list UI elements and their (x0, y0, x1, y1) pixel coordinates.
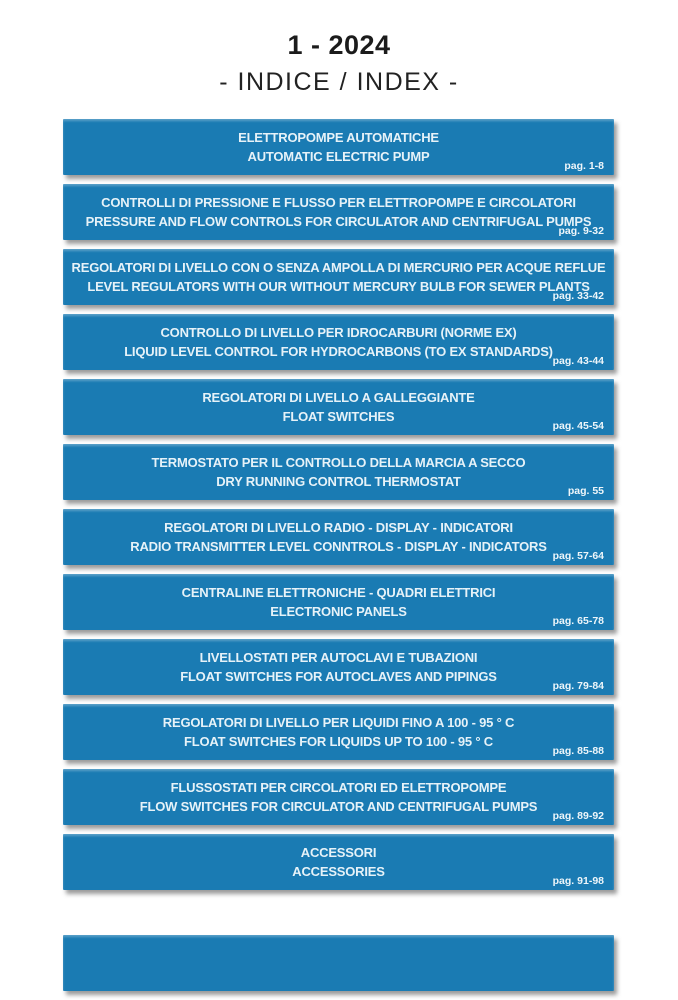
index-bar[interactable] (63, 184, 614, 240)
bar-title-it: ACCESSORI (300, 845, 377, 860)
index-bar[interactable] (63, 314, 614, 370)
bar-page-range: pag. 85-88 (552, 745, 604, 757)
bar-title-it: REGOLATORI DI LIVELLO PER LIQUIDI FINO A 100 - 95 ° C (162, 715, 515, 730)
bar-page-range: pag. 1-8 (564, 160, 604, 172)
index-list (63, 119, 614, 1000)
bar-page-range: pag. 55 (567, 485, 604, 497)
bar-title-en: DRY RUNNING CONTROL THERMOSTAT (216, 474, 461, 489)
bar-title-en: LIQUID LEVEL CONTROL FOR HYDROCARBONS (TO EX STANDARDS) (124, 344, 553, 359)
bar-page-range: pag. 91-98 (552, 875, 604, 887)
next-page-bar-partial[interactable] (63, 935, 614, 991)
index-bar[interactable] (63, 574, 614, 630)
page-header (0, 30, 678, 97)
bar-page-range: pag. 57-64 (552, 550, 604, 562)
bar-title-it: LIVELLOSTATI PER AUTOCLAVI E TUBAZIONI (199, 650, 478, 665)
page-title: 1 - 2024 (287, 30, 391, 60)
index-bar[interactable] (63, 509, 614, 565)
index-bar[interactable] (63, 639, 614, 695)
bar-title-en: FLOAT SWITCHES FOR AUTOCLAVES AND PIPINGS (180, 669, 497, 684)
index-bar[interactable] (63, 119, 614, 175)
index-bar[interactable] (63, 834, 614, 890)
bar-page-range: pag. 65-78 (552, 615, 604, 627)
bar-title-it: CONTROLLO DI LIVELLO PER IDROCARBURI (NORME EX) (160, 325, 517, 340)
bar-title-en: LEVEL REGULATORS WITH OUR WITHOUT MERCURY BULB FOR SEWER PLANTS (87, 279, 590, 294)
index-bar[interactable] (63, 379, 614, 435)
bar-page-range: pag. 89-92 (552, 810, 604, 822)
index-bar[interactable] (63, 769, 614, 825)
bar-title-en: AUTOMATIC ELECTRIC PUMP (247, 149, 430, 164)
bar-title-it: ELETTROPOMPE AUTOMATICHE (238, 130, 439, 145)
bar-page-range: pag. 9-32 (558, 225, 604, 237)
bar-title-it: REGOLATORI DI LIVELLO CON O SENZA AMPOLLA DI MERCURIO PER ACQUE REFLUE (71, 260, 606, 275)
bar-title-en: ELECTRONIC PANELS (270, 604, 407, 619)
index-bar[interactable] (63, 704, 614, 760)
page-subtitle: - INDICE / INDEX - (219, 68, 459, 96)
bar-title-en: FLOW SWITCHES FOR CIRCULATOR AND CENTRIFUGAL PUMPS (139, 799, 538, 814)
bar-title-it: CONTROLLI DI PRESSIONE E FLUSSO PER ELETTROPOMPE E CIRCOLATORI (101, 195, 576, 210)
bar-title-en: RADIO TRANSMITTER LEVEL CONNTROLS - DISPLAY - INDICATORS (130, 539, 547, 554)
bar-title-it: REGOLATORI DI LIVELLO A GALLEGGIANTE (202, 390, 475, 405)
bar-title-it: TERMOSTATO PER IL CONTROLLO DELLA MARCIA A SECCO (151, 455, 526, 470)
bar-title-en: FLOAT SWITCHES (282, 409, 395, 424)
bar-page-range: pag. 79-84 (552, 680, 604, 692)
bar-page-range: pag. 45-54 (552, 420, 604, 432)
index-bar[interactable] (63, 249, 614, 305)
bar-page-range: pag. 33-42 (552, 290, 604, 302)
bar-title-en: PRESSURE AND FLOW CONTROLS FOR CIRCULATOR AND CENTRIFUGAL PUMPS (85, 214, 592, 229)
bar-title-en: ACCESSORIES (292, 864, 385, 879)
bar-title-it: REGOLATORI DI LIVELLO RADIO - DISPLAY - INDICATORI (164, 520, 513, 535)
bar-page-range: pag. 43-44 (552, 355, 604, 367)
bar-title-it: FLUSSOSTATI PER CIRCOLATORI ED ELETTROPOMPE (170, 780, 507, 795)
bar-title-it: CENTRALINE ELETTRONICHE - QUADRI ELETTRICI (181, 585, 496, 600)
index-bar[interactable] (63, 444, 614, 500)
bar-title-en: FLOAT SWITCHES FOR LIQUIDS UP TO 100 - 95 ° C (184, 734, 493, 749)
